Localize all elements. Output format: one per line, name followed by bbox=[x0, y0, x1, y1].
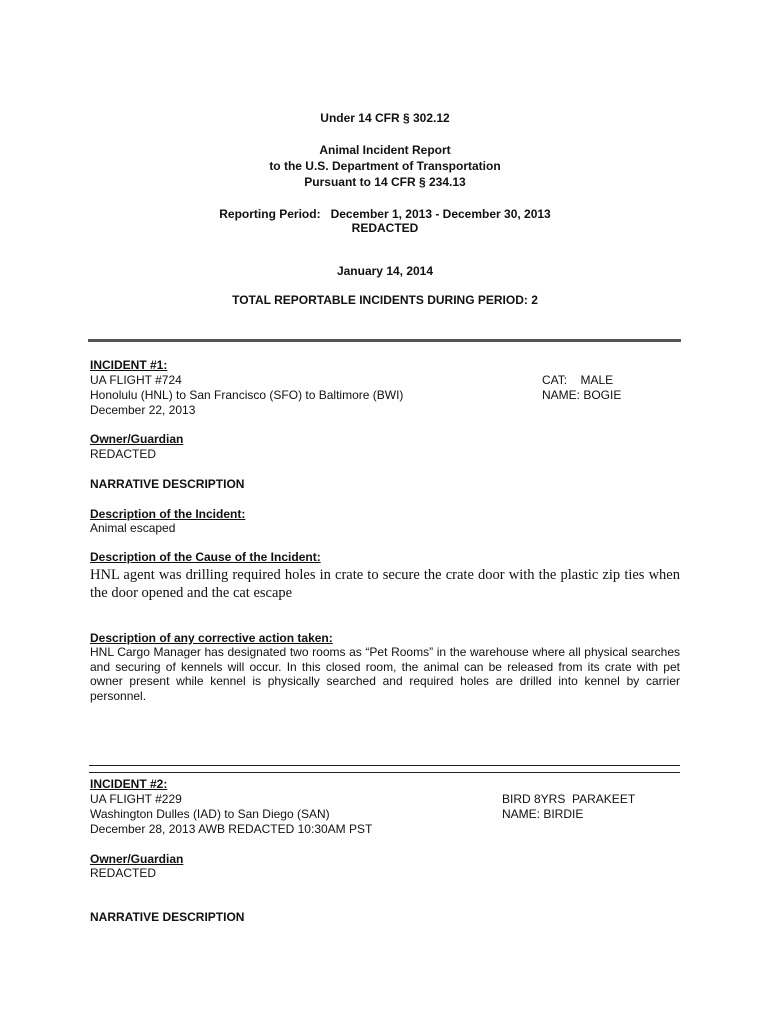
regulation-line: Under 14 CFR § 302.12 bbox=[320, 111, 450, 125]
incident2-animal: BIRD 8YRS PARAKEET bbox=[502, 792, 636, 806]
incident2-flight: UA FLIGHT #229 bbox=[90, 792, 182, 806]
reporting-period-redacted: REDACTED bbox=[351, 221, 419, 235]
incident2-narrative-label: NARRATIVE DESCRIPTION bbox=[90, 910, 245, 924]
incident1-owner-label: Owner/Guardian bbox=[90, 432, 184, 446]
total-incidents: TOTAL REPORTABLE INCIDENTS DURING PERIOD: 2 bbox=[232, 293, 538, 307]
incident-separator bbox=[89, 765, 680, 773]
incident2-heading: INCIDENT #2: bbox=[90, 777, 168, 791]
incident2-animal-name: NAME: BIRDIE bbox=[502, 807, 584, 821]
incident1-animal: CAT: MALE bbox=[542, 373, 614, 387]
incident1-description-value: Animal escaped bbox=[90, 521, 176, 535]
incident2-owner-label: Owner/Guardian bbox=[90, 852, 184, 866]
report-title-line3: Pursuant to 14 CFR § 234.13 bbox=[304, 175, 466, 189]
incident1-date: December 22, 2013 bbox=[90, 403, 196, 417]
incident1-description-label: Description of the Incident: bbox=[90, 507, 246, 521]
incident1-cause-value: HNL agent was drilling required holes in crate to secure the crate door with the plastic zip ties when the door opened and the cat escape bbox=[90, 567, 680, 601]
incident1-action-value: HNL Cargo Manager has designated two rooms as “Pet Rooms” in the warehouse where all physical searches and securing of kennels will occur. In this closed room, the animal can be released from its crate with pet owner present while kennel is physically searched and required holes are drilled into kennel by carrier personnel. bbox=[90, 645, 680, 703]
section-divider bbox=[88, 339, 681, 342]
incident2-date: December 28, 2013 AWB REDACTED 10:30AM PST bbox=[90, 822, 373, 836]
incident1-owner-value: REDACTED bbox=[90, 447, 157, 461]
incident1-cause-label: Description of the Cause of the Incident: bbox=[90, 550, 321, 564]
reporting-period: Reporting Period: December 1, 2013 - December 30, 2013 bbox=[219, 207, 551, 221]
incident2-route: Washington Dulles (IAD) to San Diego (SAN) bbox=[90, 807, 330, 821]
incident1-heading: INCIDENT #1: bbox=[90, 358, 168, 372]
report-title-line1: Animal Incident Report bbox=[319, 143, 451, 157]
incident1-animal-name: NAME: BOGIE bbox=[542, 388, 622, 402]
report-title-line2: to the U.S. Department of Transportation bbox=[269, 159, 501, 173]
incident1-route: Honolulu (HNL) to San Francisco (SFO) to Baltimore (BWI) bbox=[90, 388, 404, 402]
incident1-narrative-label: NARRATIVE DESCRIPTION bbox=[90, 477, 245, 491]
incident1-flight: UA FLIGHT #724 bbox=[90, 373, 182, 387]
report-date: January 14, 2014 bbox=[336, 264, 434, 278]
incident1-action-label: Description of any corrective action taken: bbox=[90, 631, 333, 645]
incident2-owner-value: REDACTED bbox=[90, 866, 157, 880]
